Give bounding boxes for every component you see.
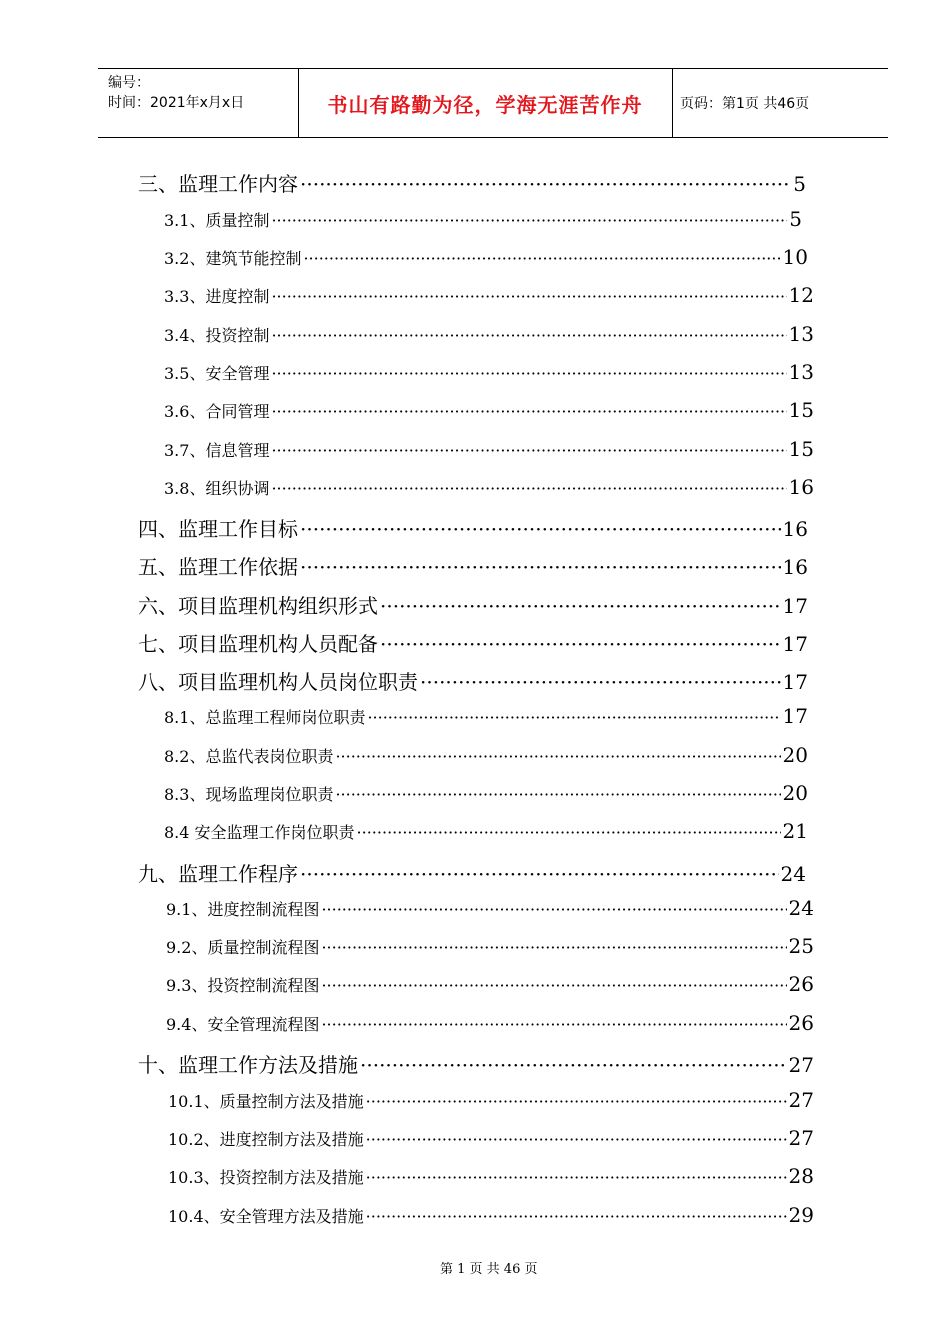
header-meta — [108, 73, 244, 113]
toc-entry-page: 5 — [789, 207, 802, 231]
toc-leader — [271, 479, 786, 498]
toc-entry[interactable] — [138, 551, 808, 580]
toc-entry-label: 五、监理工作依据 — [138, 555, 298, 579]
toc-leader — [366, 1168, 787, 1187]
toc-entry[interactable] — [164, 437, 814, 461]
toc-entry-label: 3.2、建筑节能控制 — [164, 249, 302, 268]
toc-entry[interactable] — [168, 1088, 814, 1112]
toc-leader — [360, 1053, 787, 1077]
toc-entry[interactable] — [138, 666, 808, 695]
toc-entry-label: 10.2、进度控制方法及措施 — [168, 1130, 364, 1149]
toc-entry-label: 8.4 安全监理工作岗位职责 — [164, 823, 355, 842]
toc-entry-page: 17 — [782, 632, 808, 656]
toc-entry-label: 10.4、安全管理方法及措施 — [168, 1207, 364, 1226]
toc-entry-label: 8.2、总监代表岗位职责 — [164, 747, 334, 766]
toc-leader — [321, 938, 786, 957]
toc-leader — [303, 249, 780, 268]
toc-entry[interactable] — [166, 896, 814, 920]
toc-entry-page: 25 — [788, 934, 814, 958]
toc-leader — [420, 670, 781, 694]
toc-entry[interactable] — [164, 322, 814, 346]
toc-entry-label: 十、监理工作方法及措施 — [138, 1053, 358, 1077]
toc-entry-label: 3.5、安全管理 — [164, 364, 270, 383]
header-divider — [672, 69, 673, 137]
toc-entry-page: 16 — [782, 517, 808, 541]
toc-entry-page: 16 — [788, 475, 814, 499]
toc-leader — [321, 976, 786, 995]
toc-leader — [300, 172, 791, 196]
toc-entry-page: 17 — [782, 594, 808, 618]
toc-leader — [321, 900, 786, 919]
toc-entry[interactable] — [164, 475, 814, 499]
toc-leader — [335, 785, 780, 804]
toc-leader — [366, 1207, 787, 1226]
toc-entry-page: 20 — [782, 743, 808, 767]
toc-entry-label: 3.4、投资控制 — [164, 326, 270, 345]
toc-entry-label: 9.2、质量控制流程图 — [166, 938, 320, 957]
toc-entry-page: 24 — [788, 896, 814, 920]
toc-entry-label: 3.8、组织协调 — [164, 479, 270, 498]
header-page-info: 页码：第1页 共46页 — [680, 96, 810, 112]
toc-entry-label: 四、监理工作目标 — [138, 517, 298, 541]
toc-entry[interactable] — [138, 858, 806, 887]
toc-entry[interactable] — [166, 1011, 814, 1035]
toc-leader — [366, 1092, 787, 1111]
toc-entry-page: 27 — [788, 1126, 814, 1150]
toc-entry[interactable] — [164, 743, 808, 767]
page-header — [98, 68, 888, 138]
toc-entry-label: 三、监理工作内容 — [138, 172, 298, 196]
toc-entry-page: 29 — [788, 1203, 814, 1227]
toc-entry-label: 七、项目监理机构人员配备 — [138, 632, 378, 656]
toc-entry-page: 20 — [782, 781, 808, 805]
toc-entry-page: 26 — [788, 972, 814, 996]
toc-entry-label: 3.7、信息管理 — [164, 441, 270, 460]
toc-entry-page: 26 — [788, 1011, 814, 1035]
toc-leader — [357, 823, 781, 842]
toc-entry-page: 17 — [782, 704, 808, 728]
toc-leader — [300, 555, 781, 579]
toc-entry-page: 21 — [782, 819, 808, 843]
toc-leader — [271, 287, 786, 306]
toc-entry[interactable] — [164, 207, 802, 231]
toc-entry[interactable] — [168, 1126, 814, 1150]
toc-entry-page: 24 — [780, 862, 806, 886]
toc-entry[interactable] — [164, 398, 814, 422]
toc-entry-label: 3.1、质量控制 — [164, 211, 270, 230]
toc-entry-page: 15 — [788, 437, 814, 461]
toc-leader — [380, 594, 781, 618]
toc-entry[interactable] — [164, 819, 808, 843]
toc-entry-label: 3.3、进度控制 — [164, 287, 270, 306]
toc-leader — [271, 364, 786, 383]
toc-leader — [367, 708, 780, 727]
toc-entry-page: 27 — [788, 1053, 814, 1077]
toc-leader — [300, 517, 781, 541]
toc-entry[interactable] — [168, 1164, 814, 1188]
toc-entry-page: 5 — [793, 172, 806, 196]
toc-leader — [271, 402, 786, 421]
toc-entry[interactable] — [166, 934, 814, 958]
toc-entry[interactable] — [164, 283, 814, 307]
toc-entry-page: 10 — [782, 245, 808, 269]
toc-entry-label: 九、监理工作程序 — [138, 862, 298, 886]
toc-leader — [335, 747, 780, 766]
toc-entry-label: 八、项目监理机构人员岗位职责 — [138, 670, 418, 694]
toc-entry[interactable] — [138, 513, 808, 542]
toc-entry-page: 13 — [788, 360, 814, 384]
toc-leader — [321, 1015, 786, 1034]
toc-leader — [300, 862, 779, 886]
toc-entry-page: 16 — [782, 555, 808, 579]
header-date: 时间：2021年x月x日 — [108, 95, 245, 111]
toc-entry[interactable] — [164, 704, 808, 728]
toc-leader — [380, 632, 781, 656]
toc-leader — [271, 326, 786, 345]
toc-entry-label: 8.3、现场监理岗位职责 — [164, 785, 334, 804]
toc-entry-label: 8.1、总监理工程师岗位职责 — [164, 708, 366, 727]
toc-entry-page: 15 — [788, 398, 814, 422]
toc-entry-label: 六、项目监理机构组织形式 — [138, 594, 378, 618]
toc-entry-page: 13 — [788, 322, 814, 346]
toc-entry-label: 9.1、进度控制流程图 — [166, 900, 320, 919]
toc-entry[interactable] — [138, 1049, 814, 1078]
toc-entry-page: 27 — [788, 1088, 814, 1112]
page-footer: 第 1 页 共 46 页 — [440, 1262, 538, 1277]
header-number-label: 编号： — [108, 75, 150, 91]
toc-entry[interactable] — [138, 628, 808, 657]
toc-entry-page: 17 — [782, 670, 808, 694]
toc-entry[interactable] — [164, 360, 814, 384]
toc-entry[interactable] — [166, 972, 814, 996]
toc-leader — [271, 441, 786, 460]
toc-entry[interactable] — [168, 1203, 814, 1227]
toc-entry-page: 28 — [788, 1164, 814, 1188]
header-motto: 书山有路勤为径，学海无涯苦作舟 — [327, 92, 643, 117]
toc-leader — [366, 1130, 787, 1149]
toc-leader — [271, 211, 787, 230]
toc-entry[interactable] — [164, 245, 808, 269]
toc-entry[interactable] — [138, 168, 806, 197]
toc-entry-label: 10.1、质量控制方法及措施 — [168, 1092, 364, 1111]
toc-entry-label: 9.3、投资控制流程图 — [166, 976, 320, 995]
toc-entry-label: 3.6、合同管理 — [164, 402, 270, 421]
toc-entry-label: 10.3、投资控制方法及措施 — [168, 1168, 364, 1187]
toc-entry-label: 9.4、安全管理流程图 — [166, 1015, 320, 1034]
toc-entry[interactable] — [138, 590, 808, 619]
toc-entry-page: 12 — [788, 283, 814, 307]
toc-entry[interactable] — [164, 781, 808, 805]
